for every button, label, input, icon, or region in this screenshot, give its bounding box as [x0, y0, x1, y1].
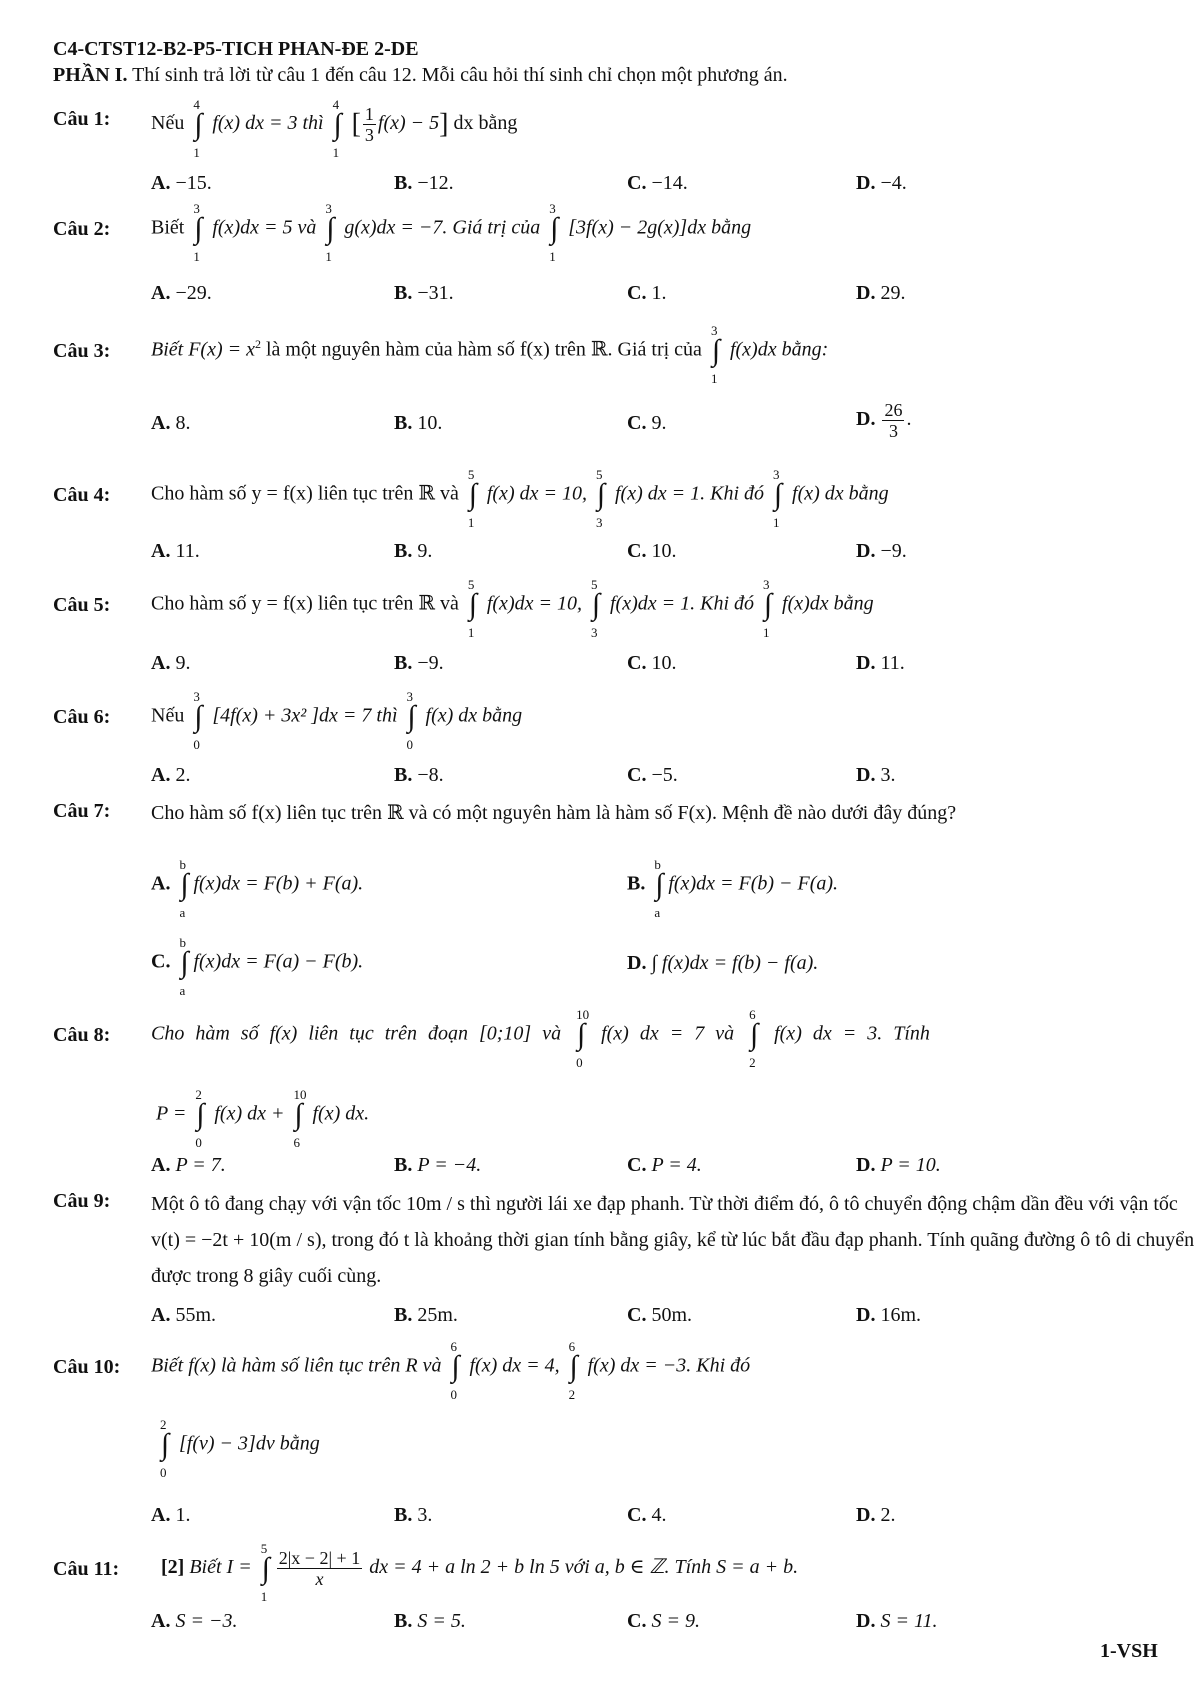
question-label: Câu 3:: [53, 340, 111, 362]
integral-sign: ∫ 4 1: [193, 96, 203, 160]
question-label: Câu 4:: [53, 484, 111, 506]
integral-sign: ∫ 4 1: [332, 96, 342, 160]
option-b[interactable]: B. P = −4.: [394, 1154, 482, 1176]
option-a[interactable]: A. P = 7.: [151, 1154, 226, 1176]
question-stem: Biết f(x) là hàm số liên tục trên R và ∫ 6 0 f(x) dx = 4, ∫ 6 2 f(x) dx = −3. Khi đó: [151, 1339, 751, 1402]
options-grid: [151, 857, 1151, 998]
option-d[interactable]: D. −4.: [856, 172, 907, 194]
option-b[interactable]: B. −12.: [394, 172, 454, 194]
question-stem: Biết ∫ 3 1 f(x)dx = 5 và ∫ 3 1 g(x)dx = −7. Giá trị của ∫ 3 1 [3f(x) − 2g(x)]dx bằng: [151, 201, 752, 264]
options-row: [151, 1504, 1151, 1532]
document-title: C4-CTST12-B2-P5-TICH PHAN-ĐE 2-DE: [53, 38, 419, 60]
fraction: $\frac{1}{3}$: [364, 104, 374, 145]
stem-text: Nếu: [151, 112, 185, 135]
option-a[interactable]: A. 8.: [151, 412, 191, 434]
option-b[interactable]: B. −9.: [394, 652, 444, 674]
option-b[interactable]: B. 9.: [394, 540, 433, 562]
option-d[interactable]: D. S = 11.: [856, 1610, 938, 1632]
option-c[interactable]: C. −5.: [627, 764, 678, 786]
option-d[interactable]: D. −9.: [856, 540, 907, 562]
option-b[interactable]: B. ∫ b a f(x)dx = F(b) − F(a).: [627, 857, 839, 920]
stem-text: dx bằng: [453, 112, 518, 135]
options-row: [151, 1610, 1151, 1638]
question-label: Câu 1:: [53, 108, 111, 130]
option-b[interactable]: B. S = 5.: [394, 1610, 466, 1632]
option-a[interactable]: A. 11.: [151, 540, 200, 562]
question-stem: Nếu ∫ 4 1 f(x) dx = 3 thì ∫ 4 1 [ $\frac{1}{3}$ f(x) − 5] dx bằng: [151, 96, 518, 160]
question-label: Câu 5:: [53, 594, 111, 616]
option-d[interactable]: D. 11.: [856, 652, 905, 674]
option-c[interactable]: C. S = 9.: [627, 1610, 700, 1632]
question-label: Câu 10:: [53, 1356, 121, 1378]
question-stem: Nếu ∫ 3 0 [4f(x) + 3x² ]dx = 7 thì ∫ 3 0 f(x) dx bằng: [151, 689, 523, 752]
option-a[interactable]: A. −29.: [151, 282, 212, 304]
option-c[interactable]: C. 4.: [627, 1504, 667, 1526]
question-stem: Biết $F(x) = x^2$ là một nguyên hàm của hàm số f(x) trên ℝ. Giá trị của ∫ 3 1 f(x)dx bằng:: [151, 323, 829, 386]
question-stem: Cho hàm số f(x) liên tục trên đoạn [0;10] và ∫ 10 0 f(x) dx = 7 và ∫ 6 2 f(x) dx = 3. Tính: [151, 1007, 930, 1070]
options-row: [151, 400, 1151, 441]
option-c[interactable]: C. 10.: [627, 540, 677, 562]
part-label: PHẦN I.: [53, 64, 128, 86]
question-label: Câu 11:: [53, 1558, 120, 1580]
page-footer: 1-VSH: [1100, 1640, 1158, 1662]
question-stem: Một ô tô đang chạy với vận tốc 10m / s thì người lái xe đạp phanh. Từ thời điểm đó, ô tô chuyển động chậm dần đều với vận tốc v(t) = −2t + 10(m / s), trong đó t là khoảng thời gian tính bằng giây, kể từ lúc bắt đầu đạp phanh. Tính quãng đường ô tô di chuyển được trong 8 giây cuối cùng.: [151, 1193, 1195, 1287]
question-stem: Cho hàm số f(x) liên tục trên ℝ và có một nguyên hàm là hàm số F(x). Mệnh đề nào dưới đây đúng?: [151, 802, 957, 824]
option-a[interactable]: A. S = −3.: [151, 1610, 238, 1632]
options-row: [151, 652, 1151, 680]
option-c[interactable]: C. 10.: [627, 652, 677, 674]
option-d[interactable]: D. 2.: [856, 1504, 896, 1526]
option-c[interactable]: C. ∫ b a f(x)dx = F(a) − F(b).: [151, 935, 364, 998]
option-c[interactable]: C. −14.: [627, 172, 688, 194]
option-a[interactable]: A. ∫ b a f(x)dx = F(b) + F(a).: [151, 857, 364, 920]
option-c[interactable]: C. 1.: [627, 282, 667, 304]
option-d[interactable]: D. ∫ f(x)dx = f(b) − f(a).: [627, 952, 819, 974]
question-label: Câu 7:: [53, 800, 111, 822]
question-stem-line-2: ∫ 2 0 [f(v) − 3]dv bằng: [160, 1417, 320, 1480]
option-c[interactable]: C. 50m.: [627, 1304, 693, 1326]
option-a[interactable]: A. −15.: [151, 172, 212, 194]
part-instructions: [53, 64, 788, 87]
options-row: [151, 764, 1151, 792]
option-d[interactable]: D. $\frac{26}{3}$ .: [856, 400, 912, 441]
option-d[interactable]: D. P = 10.: [856, 1154, 941, 1176]
option-b[interactable]: B. 10.: [394, 412, 443, 434]
option-b[interactable]: B. 3.: [394, 1504, 433, 1526]
option-a[interactable]: A. 1.: [151, 1504, 191, 1526]
question-stem-line-2: P = ∫ 2 0 f(x) dx + ∫ 10 6 f(x) dx.: [156, 1087, 370, 1150]
options-row: [151, 1304, 1151, 1332]
option-d[interactable]: D. 29.: [856, 282, 906, 304]
option-a[interactable]: A. 55m.: [151, 1304, 217, 1326]
options-row: [151, 282, 1151, 310]
question-label: Câu 6:: [53, 706, 111, 728]
options-row: [151, 1154, 1151, 1182]
stem-text: f(x) dx = 3 thì: [212, 112, 324, 135]
question-stem: Cho hàm số y = f(x) liên tục trên ℝ và ∫ 5 1 f(x) dx = 10, ∫ 5 3 f(x) dx = 1. Khi đó ∫ 3 1 f(x) dx bằng: [151, 467, 889, 530]
question-label: Câu 2:: [53, 218, 111, 240]
option-c[interactable]: C. P = 4.: [627, 1154, 702, 1176]
question-stem: Cho hàm số y = f(x) liên tục trên ℝ và ∫ 5 1 f(x)dx = 10, ∫ 5 3 f(x)dx = 1. Khi đó ∫ 3 1 f(x)dx bằng: [151, 577, 874, 640]
option-c[interactable]: C. 9.: [627, 412, 667, 434]
stem-text: f(x) − 5: [377, 112, 440, 135]
question-stem: [2] Biết I = ∫ 5 1 $\frac{2|x - 2| + 1}{x}$ dx = 4 + a ln 2 + b ln 5 với a, b ∈ ℤ. Tính S = a + b.: [161, 1540, 799, 1604]
option-b[interactable]: B. 25m.: [394, 1304, 458, 1326]
question-label: Câu 9:: [53, 1190, 111, 1212]
option-d[interactable]: D. 3.: [856, 764, 896, 786]
options-row: [151, 540, 1151, 568]
part-text: Thí sinh trả lời từ câu 1 đến câu 12. Mỗi câu hỏi thí sinh chỉ chọn một phương án.: [127, 64, 788, 86]
option-b[interactable]: B. −8.: [394, 764, 444, 786]
question-label: Câu 8:: [53, 1024, 111, 1046]
difficulty-tag: [2]: [161, 1556, 185, 1579]
option-d[interactable]: D. 16m.: [856, 1304, 922, 1326]
option-a[interactable]: A. 9.: [151, 652, 191, 674]
options-row: [151, 172, 1151, 200]
option-a[interactable]: A. 2.: [151, 764, 191, 786]
option-b[interactable]: B. −31.: [394, 282, 454, 304]
